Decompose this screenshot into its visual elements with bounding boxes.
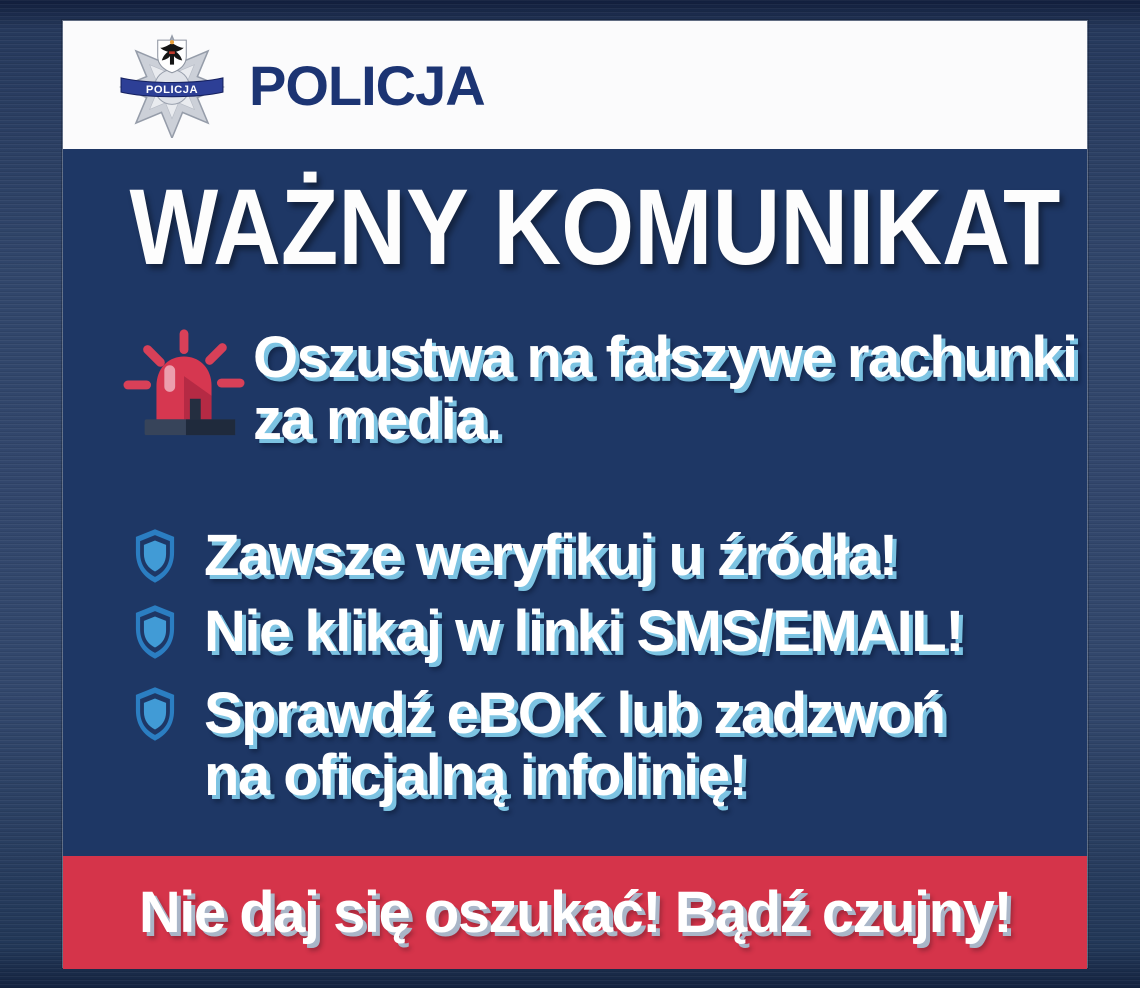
bullet-list <box>63 525 1087 807</box>
brand-title: POLICJA <box>249 53 485 117</box>
warning-banner-text: Nie daj się oszukać! Bądź czujny! <box>138 880 1012 945</box>
bullet-text <box>204 683 945 807</box>
alert-text <box>253 327 1077 451</box>
badge-ribbon-label: POLICJA <box>145 84 199 97</box>
page-title: WAŻNY KOMUNIKAT <box>129 166 1061 287</box>
alert-line-1: Oszustwa na fałszywe rachunki <box>253 325 1077 390</box>
siren-icon <box>123 327 245 441</box>
bullet-line: na oficjalną infolinię! <box>204 743 747 808</box>
bullet-line: Sprawdź eBOK lub zadzwoń <box>204 681 945 746</box>
list-item <box>134 683 1087 807</box>
card-body <box>63 149 1087 856</box>
alert-row <box>63 323 1087 451</box>
bullet-line: Nie klikaj w linki SMS/EMAIL! <box>204 599 964 664</box>
shield-icon <box>134 685 176 743</box>
warning-banner <box>63 856 1087 969</box>
announcement-card <box>62 20 1088 968</box>
policja-star-badge-icon <box>119 32 225 138</box>
alert-line-2: za media. <box>253 387 501 452</box>
shield-icon <box>134 603 176 661</box>
list-item <box>134 525 1087 587</box>
shield-icon <box>134 527 176 585</box>
bullet-text <box>204 601 963 663</box>
card-header <box>63 21 1087 149</box>
bullet-text <box>204 525 897 587</box>
list-item <box>134 601 1087 663</box>
bullet-line: Zawsze weryfikuj u źródła! <box>204 523 897 588</box>
